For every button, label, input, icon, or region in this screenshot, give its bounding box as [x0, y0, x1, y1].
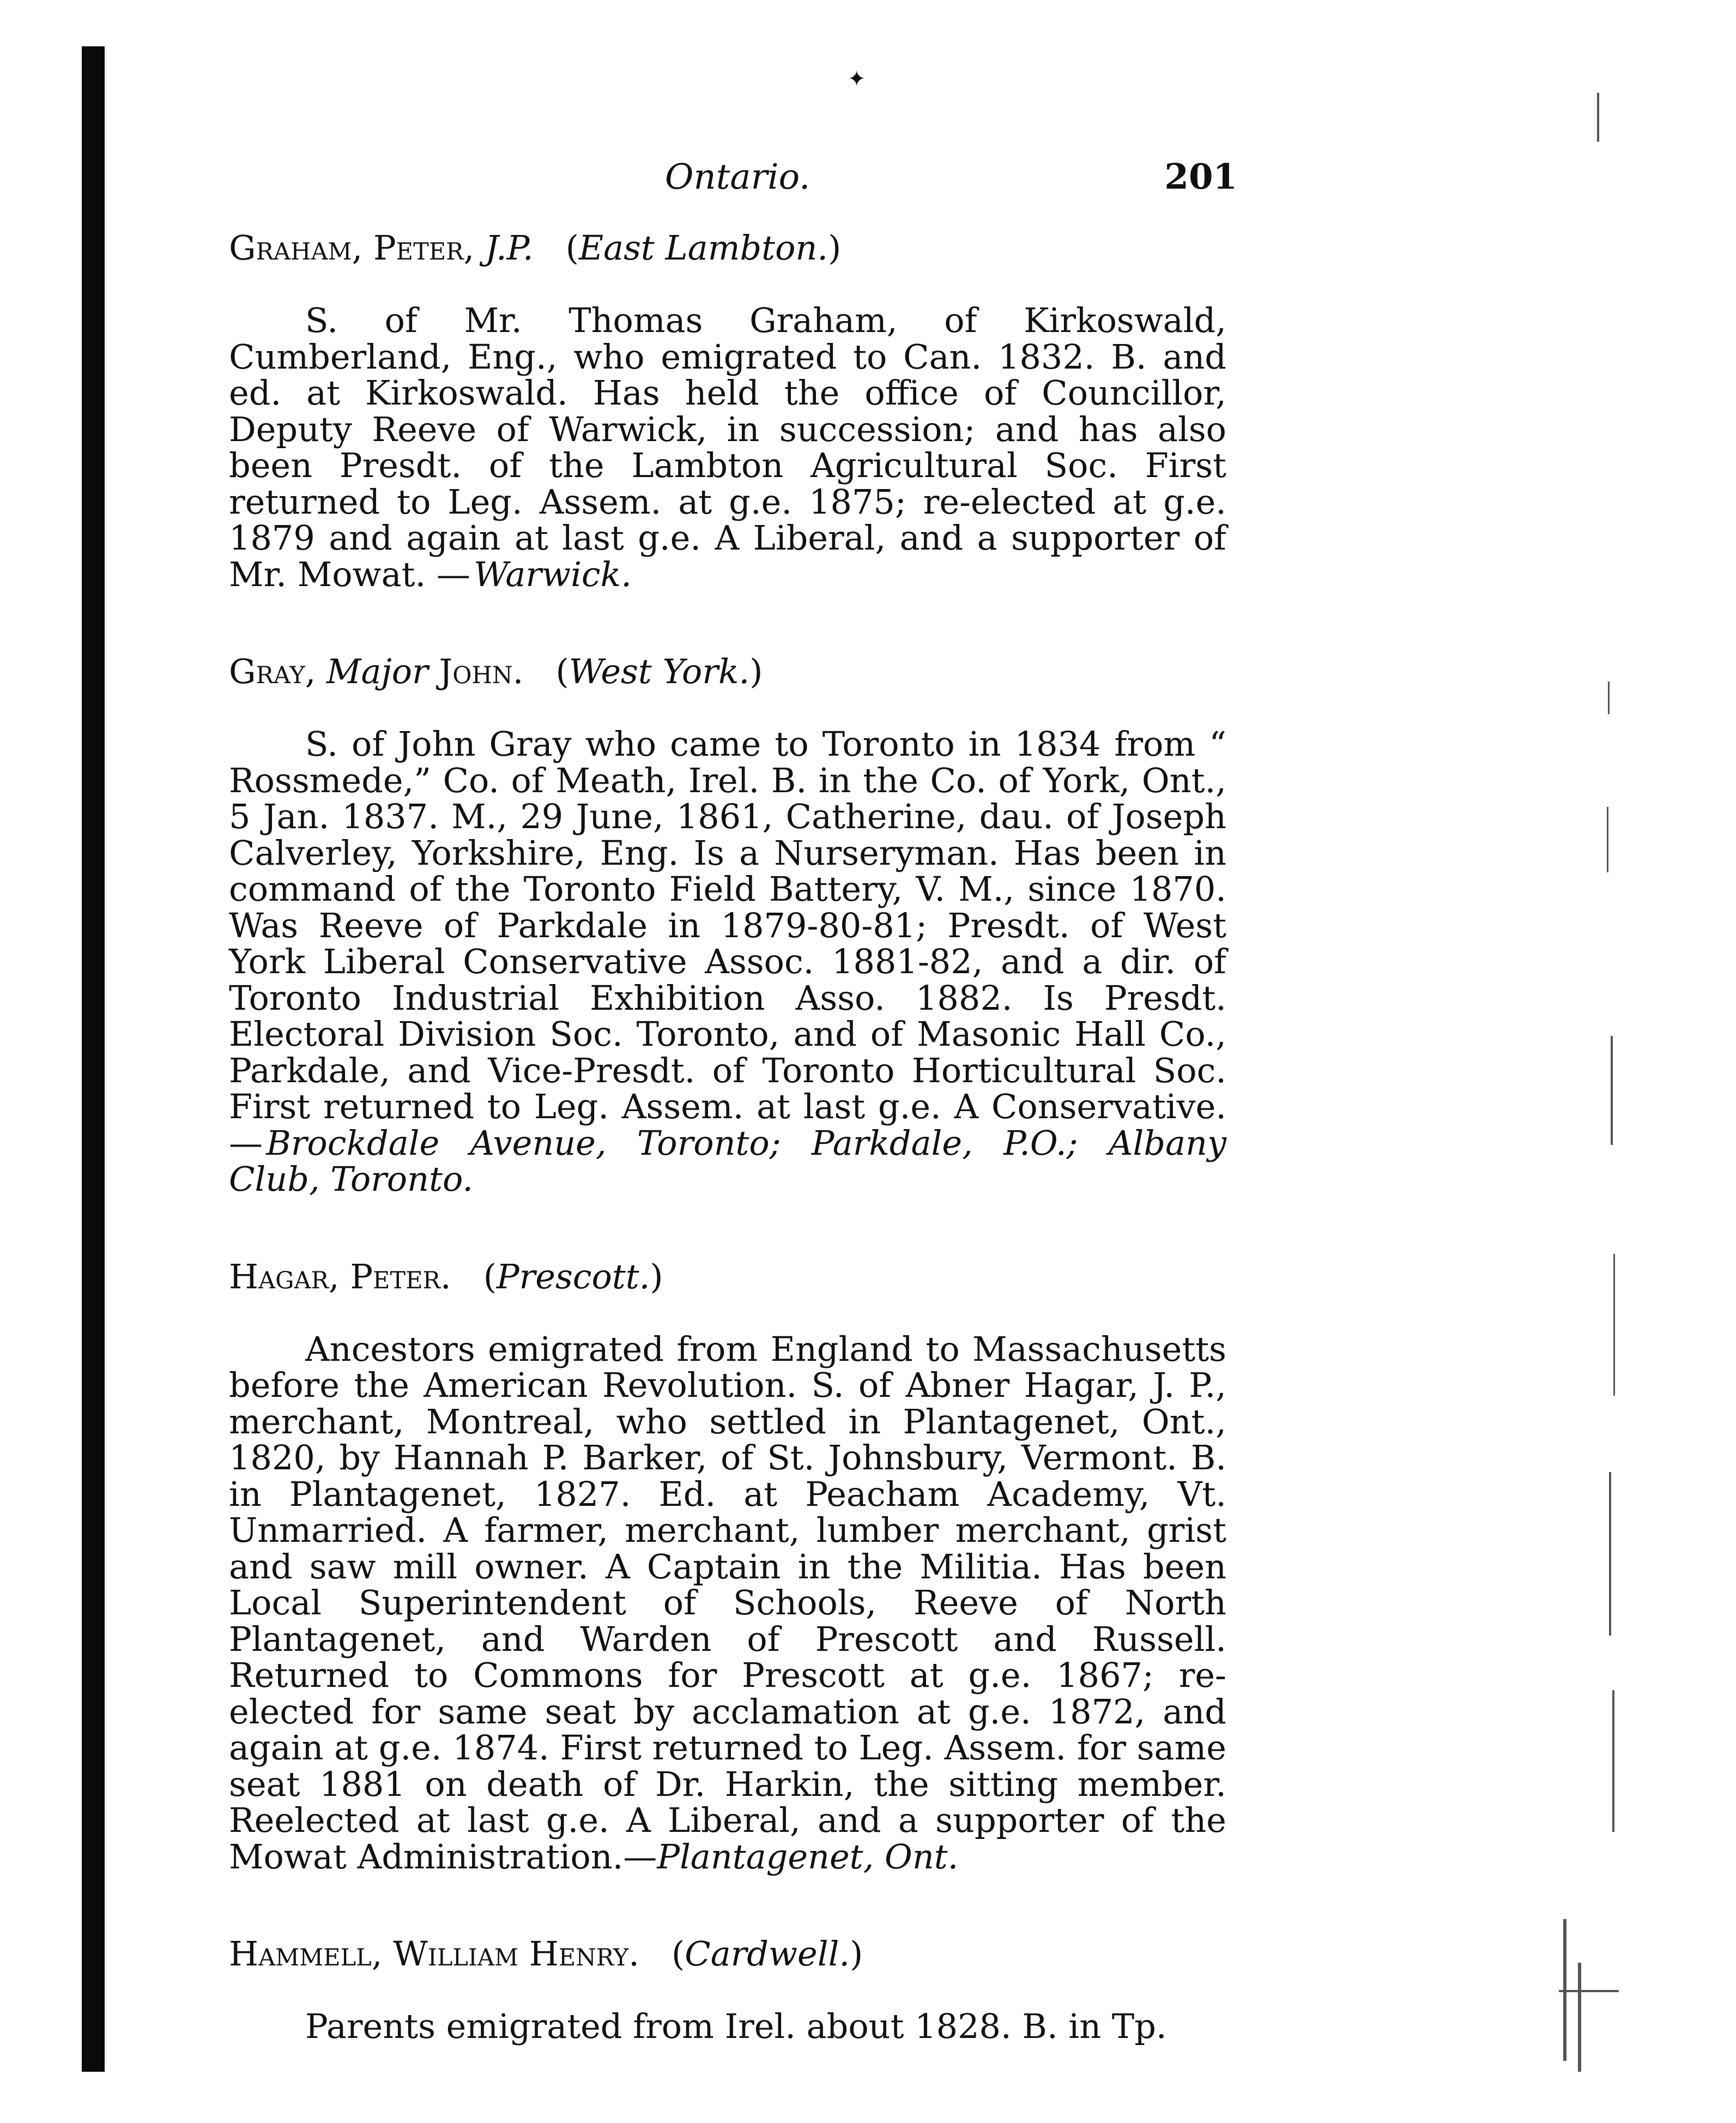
entry-body-graham: S. of Mr. Thomas Graham, of Kirkoswald, Cumberland, Eng., who emigrated to Can. 1832. B. and ed. at Kirkoswald. Has held the office of Councillor, Deputy Reeve of Warwick, in succession; and has also been Presdt. of the Lambton Agricultural Soc. First returned to Leg. Assem. at g.e. 1875; re-elected at g.e. 1879 and again at last g.e. A Liberal, and a supporter of Mr. Mowat. — Warwick.: [229, 300, 1226, 594]
entry-body-hagar: Ancestors emigrated from England to Massachusetts before the American Revolution. S. of Abner Hagar, J. P., merchant, Montreal, who settled in Plantagenet, Ont., 1820, by Hannah P. Barker, of St. Johnsbury, Vermont. B. in Plantagenet, 1827. Ed. at Peacham Academy, Vt. Unmarried. A farmer, merchant, lumber merchant, grist and saw mill owner. A Captain in the Militia. Has been Local Superintendent of Schools, Reeve of North Plantagenet, and Warden of Prescott and Russell. Returned to Commons for Prescott at g.e. 1867; re-elected for same seat by acclamation at g.e. 1872, and again at g.e. 1874. First returned to Leg. Assem. for same seat 1881 on death of Dr. Harkin, the sitting member. Reelected at last g.e. A Liberal, and a supporter of the Mowat Administration.—Plantagenet, Ont.: [229, 1329, 1226, 1877]
page-number: 201: [1164, 156, 1237, 197]
entry-heading-graham: Graham, Peter, J.P. (East Lambton.): [229, 228, 842, 268]
printer-ornament: ✦: [848, 67, 866, 92]
entry-text: S. of John Gray who came to Toronto in 1834 from “ Rossmede,” Co. of Meath, Irel. B. in the Co. of York, Ont., 5 Jan. 1837. M., 29 June, 1861, Catherine, dau. of Joseph Calverley, Yorkshire, Eng. Is a Nurseryman. Has been in command of the Toronto Field Battery, V. M., since 1870. Was Reeve of Parkdale in 1879-80-81; Presdt. of West York Liberal Conservative Assoc. 1881-82, and a dir. of Toronto Industrial Exhibition Asso. 1882. Is Presdt. Electoral Division Soc. Toronto, and of Masonic Hall Co., Parkdale, and Vice-Presdt. of Toronto Horticultural Soc. First returned to Leg. Assem. at last g.e. A Conservative.: [229, 724, 1226, 1126]
entry-text: Ancestors emigrated from England to Massachusetts before the American Revolution. S. of Abner Hagar, J. P., merchant, Montreal, who settled in Plantagenet, Ont., 1820, by Hannah P. Barker, of St. Johnsbury, Vermont. B. in Plantagenet, 1827. Ed. at Peacham Academy, Vt. Unmarried. A farmer, merchant, lumber merchant, grist and saw mill owner. A Captain in the Militia. Has been Local Superintendent of Schools, Reeve of North Plantagenet, and Warden of Prescott and Russell. Returned to Commons for Prescott at g.e. 1867; re-elected for same seat by acclamation at g.e. 1872, and again at g.e. 1874. First returned to Leg. Assem. for same seat 1881 on death of Dr. Harkin, the sitting member. Reelected at last g.e. A Liberal, and a supporter of the Mowat Administration.: [229, 1329, 1226, 1877]
running-title: Ontario.: [665, 157, 810, 197]
entry-rank: Major: [326, 652, 428, 691]
entry-surname: Gray: [229, 652, 305, 691]
entry-surname: Hagar: [229, 1256, 329, 1296]
entry-constituency: West York.: [568, 652, 750, 691]
entry-text: Parents emigrated from Irel. about 1828. B. in Tp.: [305, 2006, 1167, 2046]
entry-heading-gray: Gray, Major John. (West York.): [229, 652, 763, 691]
entry-heading-hammell: Hammell, William Henry. (Cardwell.): [229, 1934, 863, 1974]
entry-given-name: Peter: [373, 228, 464, 268]
binding-edge-shadow: [82, 46, 105, 2072]
running-head: [234, 153, 1237, 202]
entry-body-hammell: [229, 2006, 1226, 2046]
entry-address: Warwick.: [474, 554, 632, 594]
entry-heading-hagar: Hagar, Peter. (Prescott.): [229, 1256, 663, 1296]
entry-surname: Hammell: [229, 1934, 372, 1974]
entry-address: Brockdale Avenue, Toronto; Parkdale, P.O.; Albany Club, Toronto.: [229, 1123, 1226, 1199]
entry-body-gray: S. of John Gray who came to Toronto in 1834 from “ Rossmede,” Co. of Meath, Irel. B. in the Co. of York, Ont., 5 Jan. 1837. M., 29 June, 1861, Catherine, dau. of Joseph Calverley, Yorkshire, Eng. Is a Nurseryman. Has been in command of the Toronto Field Battery, V. M., since 1870. Was Reeve of Parkdale in 1879-80-81; Presdt. of West York Liberal Conservative Assoc. 1881-82, and a dir. of Toronto Industrial Exhibition Asso. 1882. Is Presdt. Electoral Division Soc. Toronto, and of Masonic Hall Co., Parkdale, and Vice-Presdt. of Toronto Horticultural Soc. First returned to Leg. Assem. at last g.e. A Conservative. — Brockdale Avenue, Toronto; Parkdale, P.O.; Albany Club, Toronto.: [229, 724, 1226, 1199]
entry-title: J.P.: [485, 228, 534, 268]
page-content: [229, 224, 1226, 2045]
entry-given-name: John.: [439, 652, 524, 691]
entry-address: Plantagenet, Ont.: [657, 1836, 959, 1877]
entry-constituency: East Lambton.: [578, 228, 828, 268]
entry-constituency: Prescott.: [496, 1256, 650, 1296]
entry-given-name: Peter.: [350, 1256, 451, 1296]
entry-text: S. of Mr. Thomas Graham, of Kirkoswald, Cumberland, Eng., who emigrated to Can. 1832. B. and ed. at Kirkoswald. Has held the office of Councillor, Deputy Reeve of Warwick, in succession; and has also been Presdt. of the Lambton Agricultural Soc. First returned to Leg. Assem. at g.e. 1875; re-elected at g.e. 1879 and again at last g.e. A Liberal, and a supporter of Mr. Mowat.: [229, 300, 1226, 594]
entry-given-name: William Henry.: [393, 1934, 639, 1974]
entry-surname: Graham: [229, 228, 352, 268]
entry-constituency: Cardwell.: [685, 1934, 850, 1974]
